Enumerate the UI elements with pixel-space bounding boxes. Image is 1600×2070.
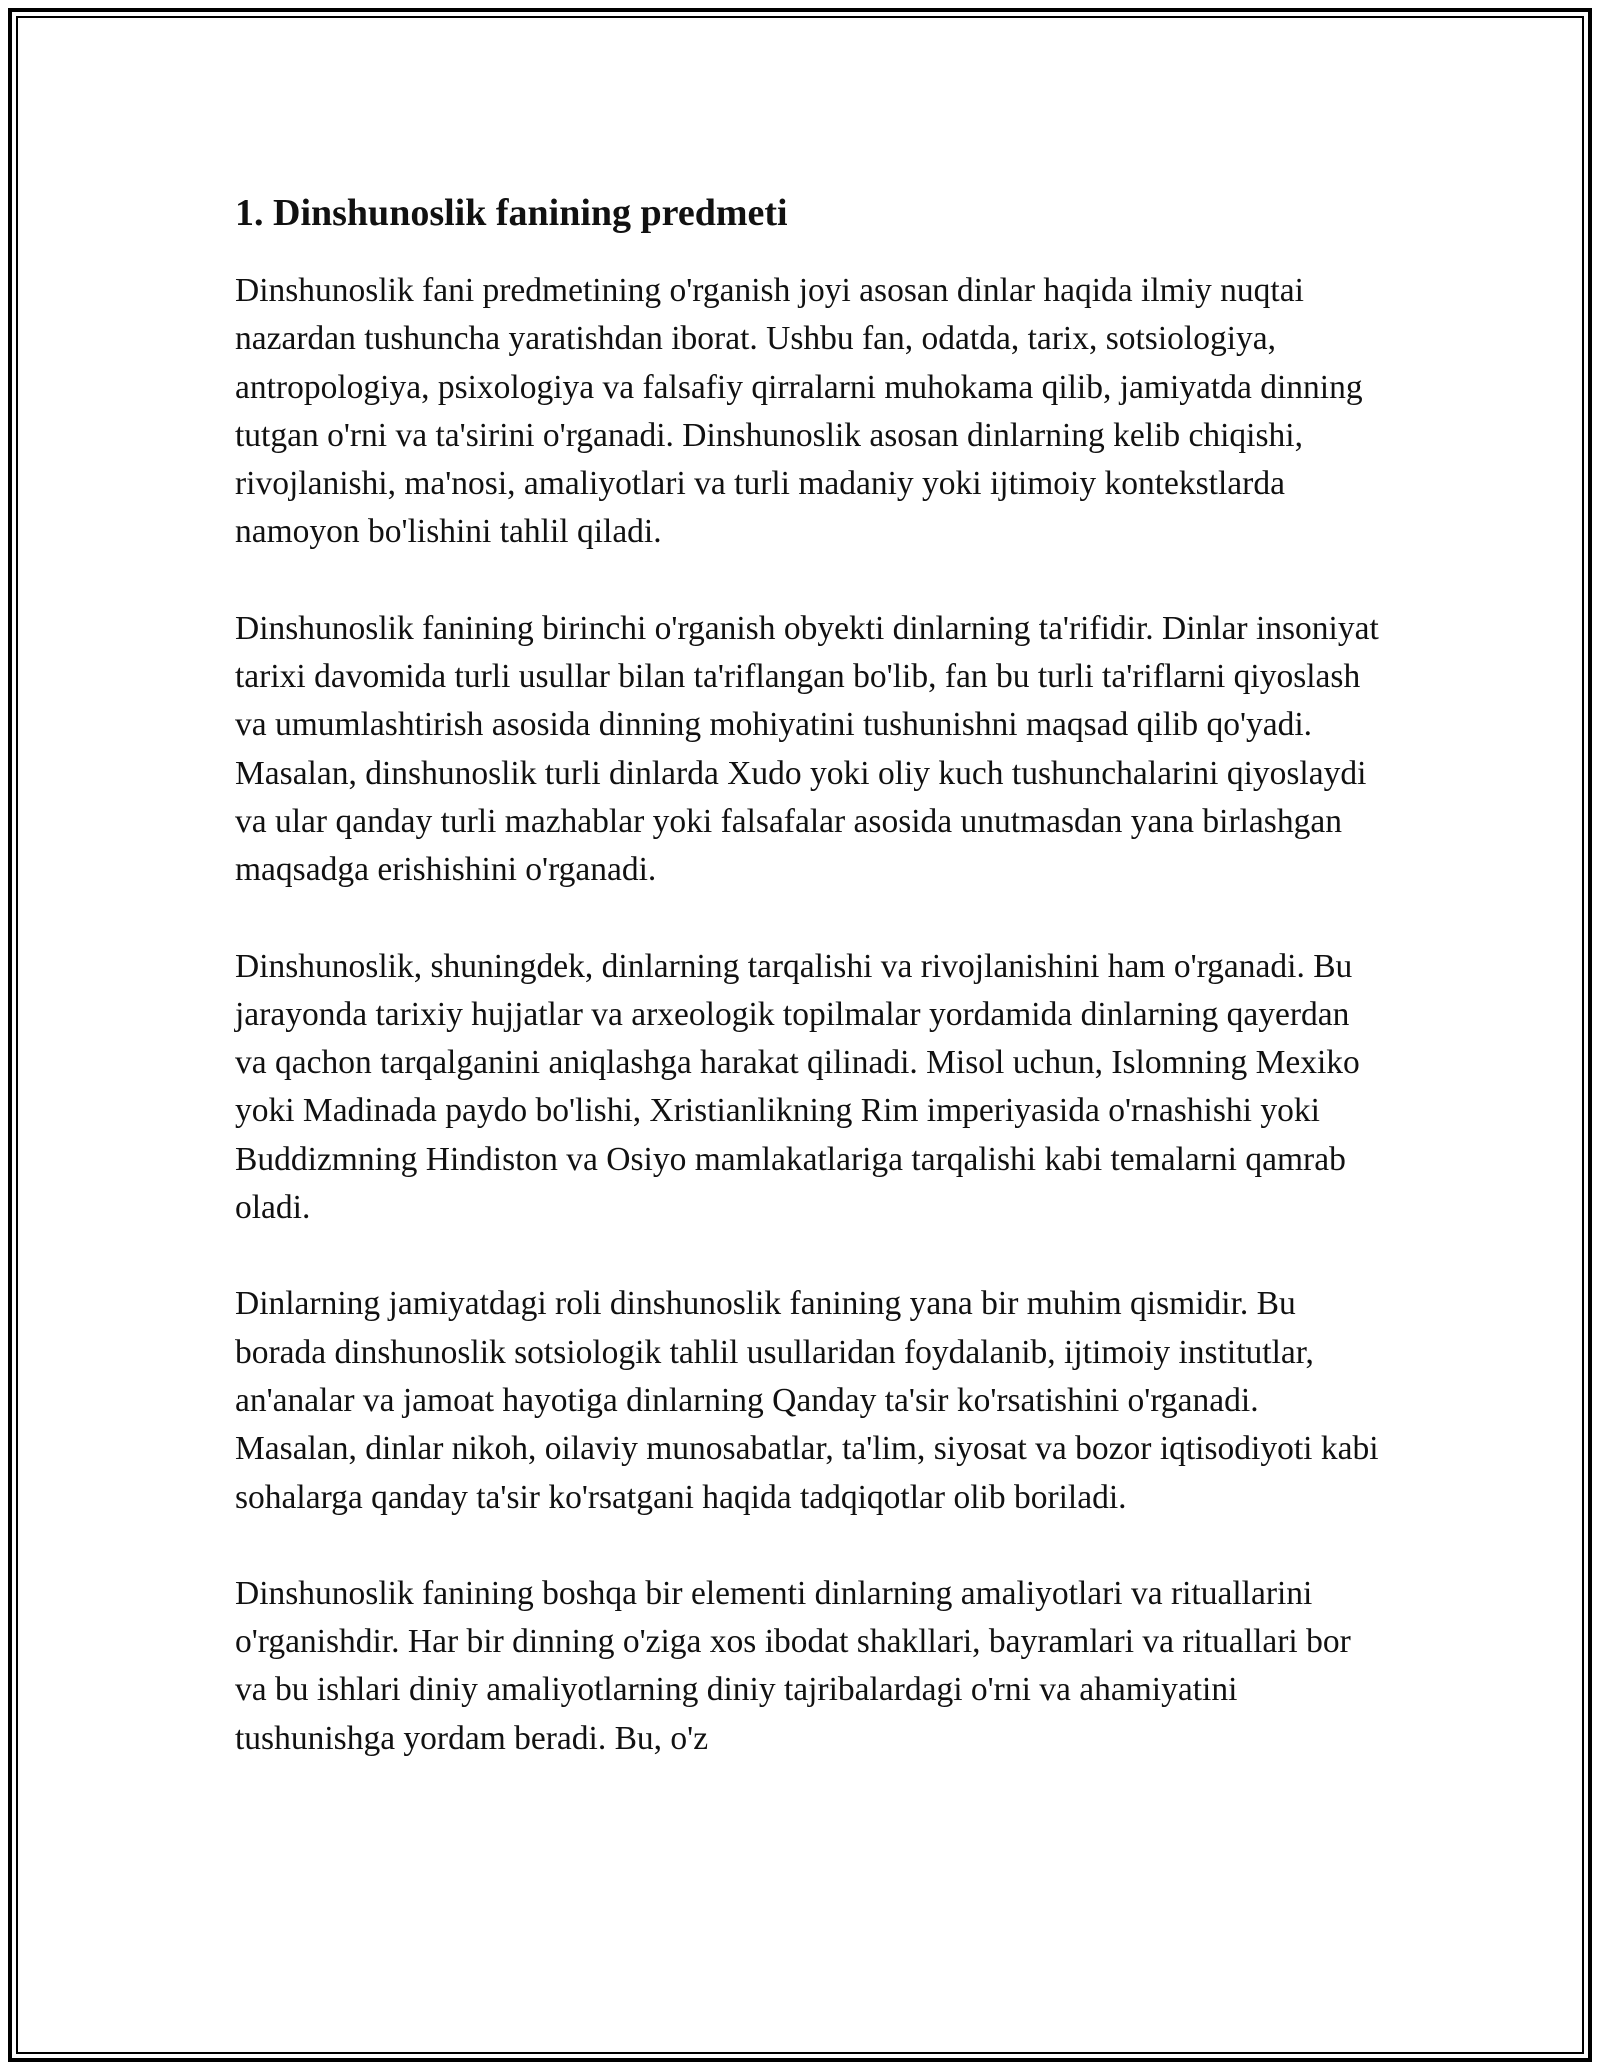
document-body: [235, 185, 1385, 1763]
paragraph-2: Dinshunoslik fanining birinchi o'rganish obyekti dinlarning ta'rifidir. Dinlar insoniyat tarixi davomida turli usullar bilan ta'riflangan bo'lib, fan bu turli ta'riflarni qiyoslash va umumlashtirish asosida dinning mohiyatini tushunishni maqsad qilib qo'yadi. Masalan, dinshunoslik turli dinlarda Xudo yoki oliy kuch tushunchalarini qiyoslaydi va ular qanday turli mazhablar yoki falsafalar asosida unutmasdan yana birlashgan maqsadga erishishini o'rganadi.: [235, 609, 1379, 889]
paragraph-1: Dinshunoslik fani predmetining o'rganish joyi asosan dinlar haqida ilmiy nuqtai nazardan tushuncha yaratishdan iborat. Ushbu fan, odatda, tarix, sotsiologiya, antropologiya, psixologiya va falsafiy qirralarni muhokama qilib, jamiyatda dinning tutgan o'rni va ta'sirini o'rganadi. Dinshunoslik asosan dinlarning kelib chiqishi, rivojlanishi, ma'nosi, amaliyotlari va turli madaniy yoki ijtimoiy kontekstlarda namoyon bo'lishini tahlil qiladi.: [235, 272, 1363, 551]
paragraph-3: Dinshunoslik, shuningdek, dinlarning tarqalishi va rivojlanishini ham o'rganadi. Bu jarayonda tarixiy hujjatlar va arxeologik topilmalar yordamida dinlarning qayerdan va qachon tarqalganini aniqlashga harakat qilinadi. Misol uchun, Islomning Mexiko yoki Madinada paydo bo'lishi, Xristianlikning Rim imperiyasida o'rnashishi yoki Buddizmning Hindiston va Osiyo mamlakatlariga tarqalishi kabi temalarni qamrab oladi.: [235, 947, 1360, 1227]
paragraph-5: Dinshunoslik fanining boshqa bir elementi dinlarning amaliyotlari va rituallarini o'rganishdir. Har bir dinning o'ziga xos ibodat shakllari, bayramlari va rituallari bor va bu ishlari diniy amaliyotlarning diniy tajribalardagi o'rni va ahamiyatini tushunishga yordam beradi. Bu, o'z: [235, 1574, 1351, 1757]
section-heading: 1. Dinshunoslik fanining predmeti: [235, 192, 788, 234]
paragraph-4: Dinlarning jamiyatdagi roli dinshunoslik fanining yana bir muhim qismidir. Bu borada dinshunoslik sotsiologik tahlil usullaridan foydalanib, ijtimoiy institutlar, an'analar va jamoat hayotiga dinlarning Qanday ta'sir ko'rsatishini o'rganadi. Masalan, dinlar nikoh, oilaviy munosabatlar, ta'lim, siyosat va bozor iqtisodiyoti kabi sohalarga qanday ta'sir ko'rsatgani haqida tadqiqotlar olib boriladi.: [235, 1285, 1379, 1516]
